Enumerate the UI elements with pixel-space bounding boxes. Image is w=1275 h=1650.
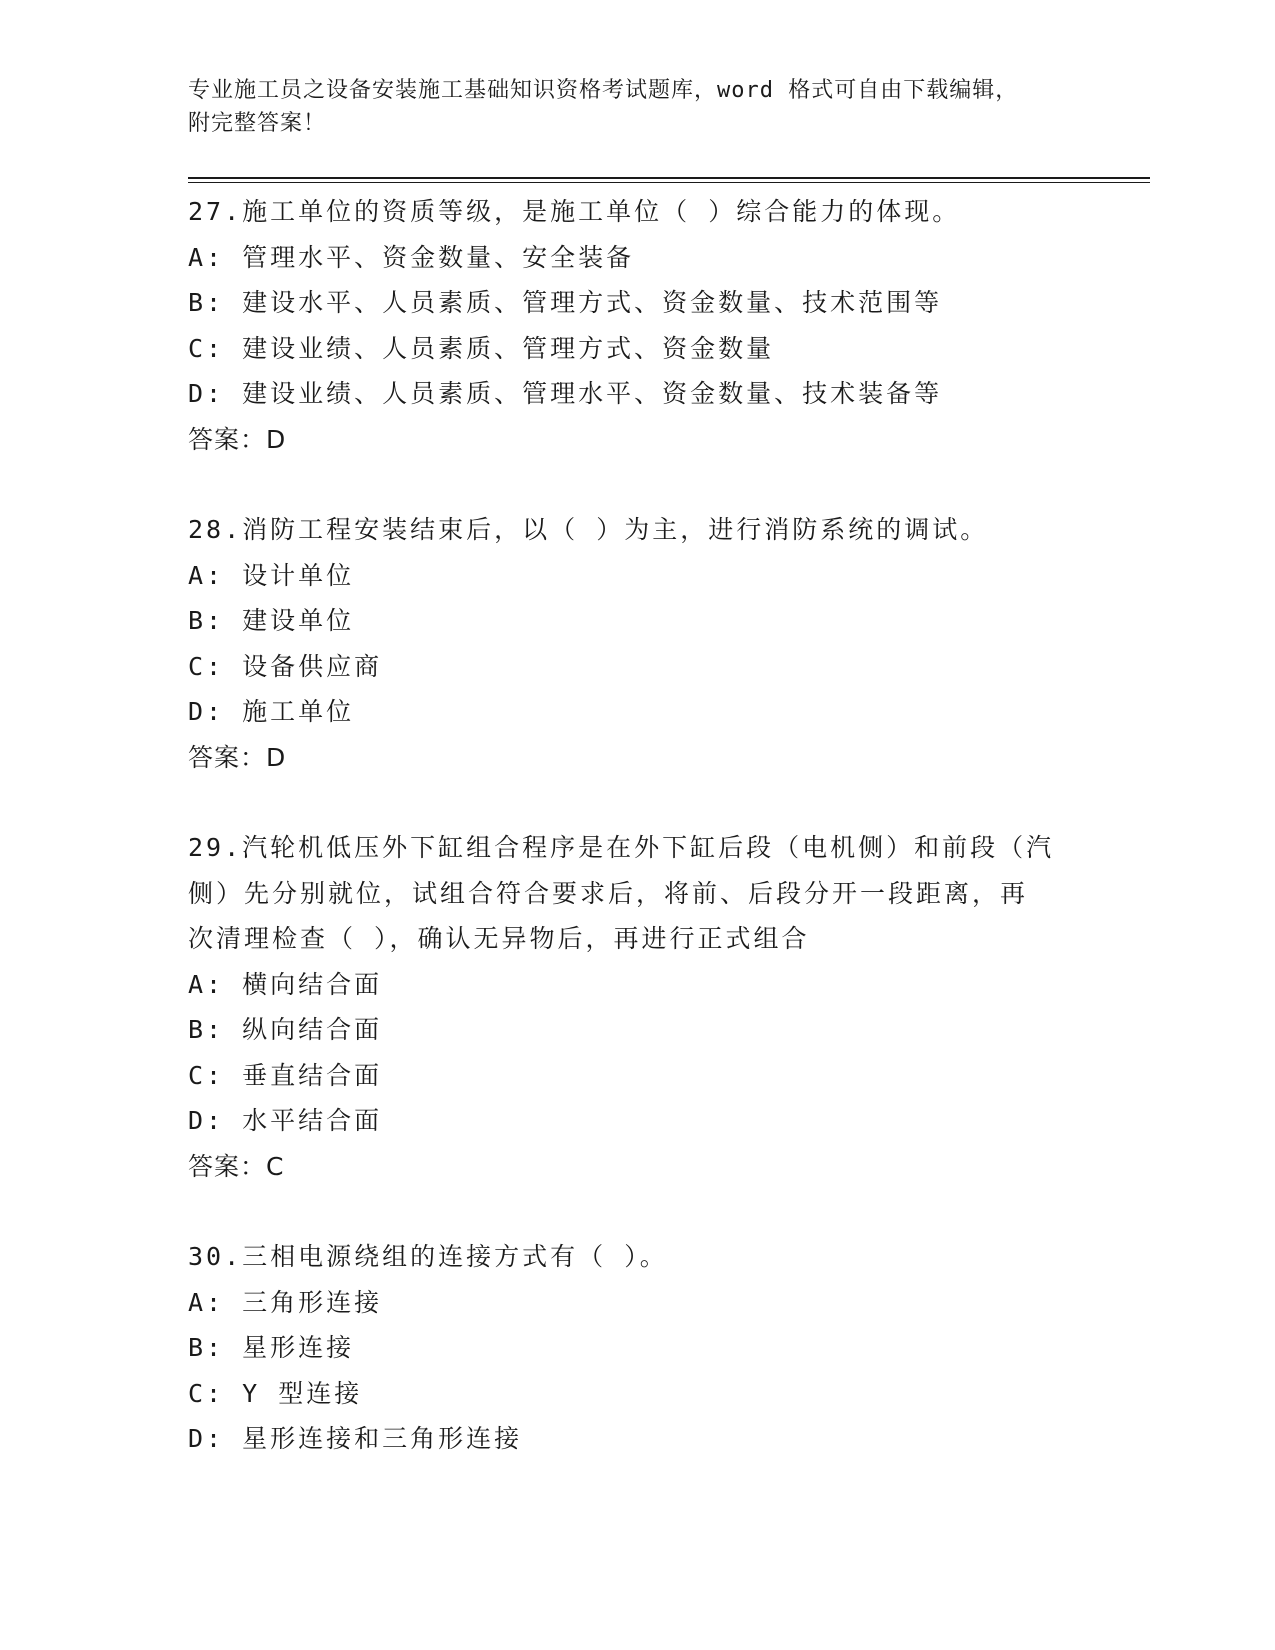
answer-line: 答案：D — [188, 742, 287, 772]
document-header — [188, 74, 1108, 140]
question-stem-line-2: 侧）先分别就位，试组合符合要求后，将前、后段分开一段距离，再 — [188, 878, 1029, 908]
question-list — [188, 189, 1088, 1462]
question-27 — [188, 189, 1088, 462]
option-a: A: 设计单位 — [188, 560, 355, 590]
option-c: C: 建设业绩、人员素质、管理方式、资金数量 — [188, 333, 775, 363]
header-line-2: 附完整答案！ — [188, 111, 327, 136]
header-line-1: 专业施工员之设备安装施工基础知识资格考试题库，word 格式可自由下载编辑， — [188, 78, 1019, 103]
question-28 — [188, 507, 1088, 780]
answer-line: 答案：C — [188, 1151, 285, 1181]
question-stem: 28.消防工程安装结束后，以（ ）为主，进行消防系统的调试。 — [188, 515, 989, 544]
option-c: C: 垂直结合面 — [188, 1060, 383, 1090]
answer-line: 答案：D — [188, 424, 287, 454]
option-c: C: 设备供应商 — [188, 651, 383, 681]
option-b: B: 星形连接 — [188, 1333, 355, 1362]
question-stem: 30.三相电源绕组的连接方式有（ ）。 — [188, 1242, 668, 1271]
header-divider-thick — [188, 177, 1150, 179]
option-d: D: 建设业绩、人员素质、管理水平、资金数量、技术装备等 — [188, 379, 943, 408]
question-30 — [188, 1234, 1088, 1462]
header-divider-thin — [188, 182, 1150, 183]
option-d: D: 施工单位 — [188, 697, 355, 726]
option-a: A: 三角形连接 — [188, 1287, 383, 1317]
question-stem: 27.施工单位的资质等级，是施工单位（ ）综合能力的体现。 — [188, 197, 961, 226]
option-b: B: 建设单位 — [188, 606, 355, 635]
option-b: B: 建设水平、人员素质、管理方式、资金数量、技术范围等 — [188, 288, 943, 317]
question-29 — [188, 825, 1088, 1189]
question-stem-line-1: 29.汽轮机低压外下缸组合程序是在外下缸后段（电机侧）和前段（汽 — [188, 833, 1055, 862]
option-a: A: 横向结合面 — [188, 969, 383, 999]
option-d: D: 星形连接和三角形连接 — [188, 1424, 523, 1453]
option-c: C: Y 型连接 — [188, 1378, 363, 1408]
option-d: D: 水平结合面 — [188, 1106, 383, 1135]
option-a: A: 管理水平、资金数量、安全装备 — [188, 242, 635, 272]
question-stem-line-3: 次清理检查（ ），确认无异物后，再进行正式组合 — [188, 924, 810, 953]
option-b: B: 纵向结合面 — [188, 1015, 383, 1044]
